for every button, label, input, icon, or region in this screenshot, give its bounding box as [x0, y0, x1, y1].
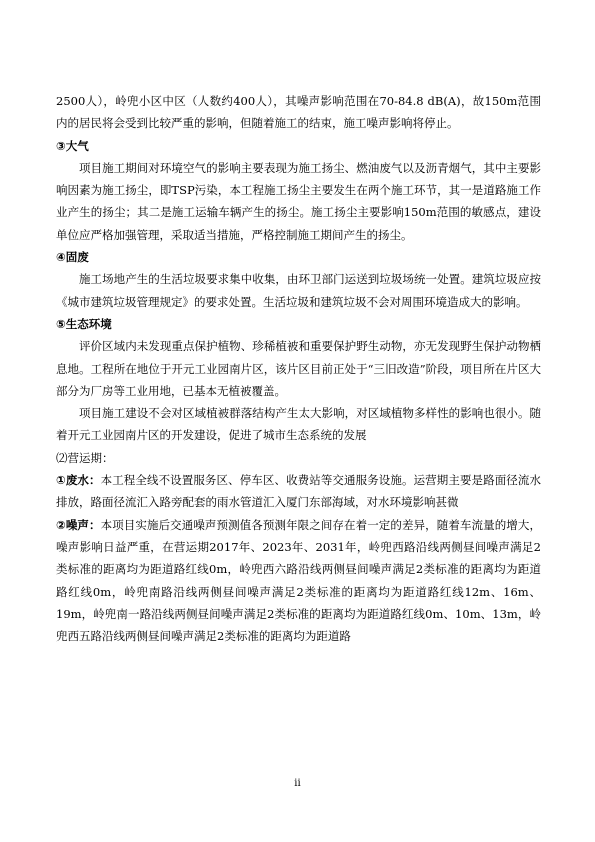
heading-solid-waste: ④固废 [56, 250, 89, 265]
paragraph-ecology-1: 评价区域内未发现重点保护植物、珍稀植被和重要保护野生动物，亦无发现野生保护动物栖息地。工程所在地位于开元工业园南片区，该片区目前正处于“三旧改造”阶段，项目所在片区大部分为厂房等工业用地，已基本无植被覆盖。 [56, 339, 541, 398]
paragraph-solid-waste: 施工场地产生的生活垃圾要求集中收集，由环卫部门运送到垃圾场统一处置。建筑垃圾应按《城市建筑垃圾管理规定》的要求处置。生活垃圾和建筑垃圾不会对周围环境造成大的影响。 [56, 272, 541, 309]
document-body [56, 90, 541, 647]
label-wastewater: ①废水： [56, 473, 101, 488]
paragraph-noise-operation [56, 514, 541, 648]
paragraph-noise-construction: 2500人），岭兜小区中区（人数约400人），其噪声影响范围在70-84.8 dB(A)，故150m范围内的居民将会受到比较严重的影响，但随着施工的结束，施工噪声影响将停止。 [56, 94, 541, 131]
paragraph-ecology-2: 项目施工建设不会对区域植被群落结构产生太大影响，对区域植物多样性的影响也很小。随着开元工业园南片区的开发建设，促进了城市生态系统的发展 [56, 406, 541, 443]
label-noise: ②噪声： [56, 517, 101, 532]
heading-ecology: ⑤生态环境 [56, 316, 112, 331]
paragraph-wastewater [56, 469, 541, 514]
heading-operation-period: ⑵营运期： [56, 450, 114, 465]
paragraph-air: 项目施工期间对环境空气的影响主要表现为施工扬尘、燃油废气以及沥青烟气，其中主要影响因素为施工扬尘，即TSP污染，本工程施工扬尘主要发生在两个施工环节，其一是道路施工作业产生的扬尘；其二是施工运输车辆产生的扬尘。施工扬尘主要影响150m范围的敏感点，建设单位应严格加强管理，采取适当措施，严格控制施工期间产生的扬尘。 [56, 160, 541, 242]
heading-air: ③大气 [56, 138, 89, 153]
page-number: ii [294, 778, 301, 789]
text-noise: 本项目实施后交通噪声预测值各预测年限之间存在着一定的差异，随着车流量的增大，噪声影响日益严重，在营运期2017年、2023年、2031年，岭兜西路沿线两侧昼间噪声满足2类标准的距离均为距道路红线0m，岭兜西六路沿线两侧昼间噪声满足2类标准的距离均为距道路红线0m，岭兜南路沿线两侧昼间噪声满足2类标准的距离均为距道路红线12m、16m、19m，岭兜南一路沿线两侧昼间噪声满足2类标准的距离均为距道路红线0m、10m、13m，岭兜西五路沿线两侧昼间噪声满足2类标准的距离均为距道路 [56, 517, 541, 644]
text-wastewater: 本工程全线不设置服务区、停车区、收费站等交通服务设施。运营期主要是路面径流水排放，路面径流汇入路旁配套的雨水管道汇入厦门东部海域，对水环境影响甚微 [56, 473, 541, 510]
